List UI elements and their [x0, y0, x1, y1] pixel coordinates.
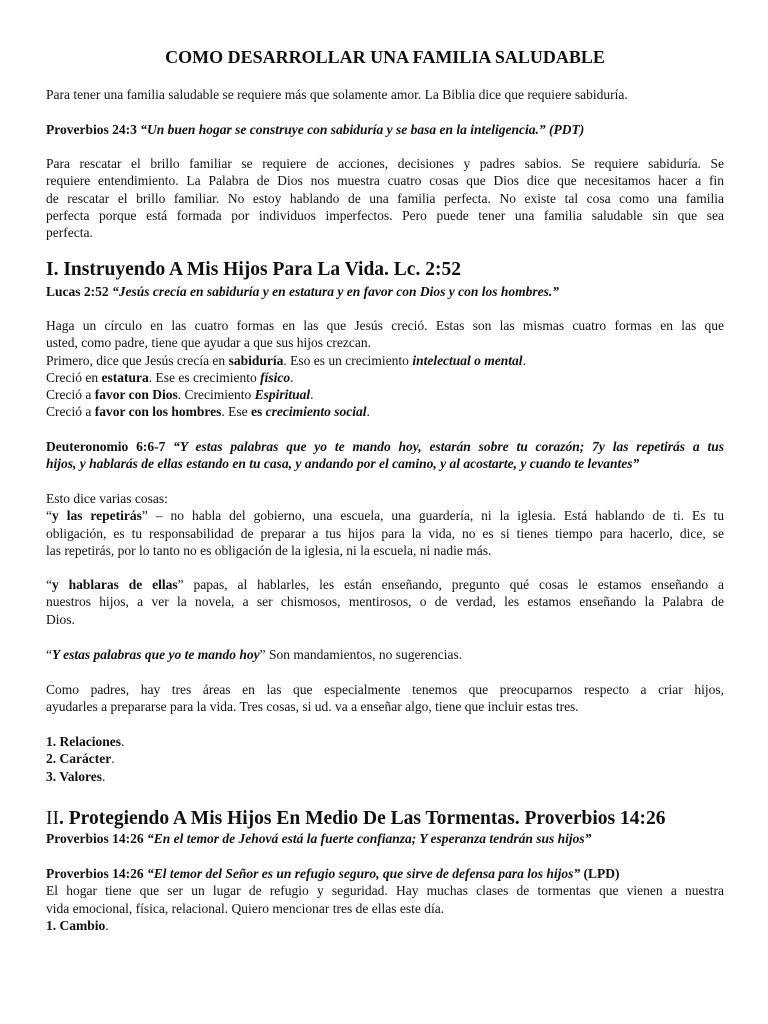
paragraph-line: obligación, es tu responsabilidad de preparar a tus hijos para la vida, no es si tienes tiempo para hacerlo, dice, se [46, 525, 724, 541]
paragraph-repetiras [46, 490, 724, 559]
paragraph-line: las repetirás, por lo tanto no es obligación de la iglesia, ni la escuela, ni nadie más. [46, 542, 492, 558]
areas-list [46, 733, 724, 785]
list-item: 3. Valores. [46, 768, 106, 784]
page-title: COMO DESARROLLAR UNA FAMILIA SALUDABLE [165, 47, 605, 67]
paragraph-line: “y hablaras de ellas” papas, al hablarles, les están enseñando, pregunto qué cosas le estamos enseñando a [46, 577, 724, 592]
verse-reference: Lucas 2:52 [46, 284, 109, 299]
verse-reference: Proverbios 24:3 [46, 122, 137, 137]
growth-line-men: Creció a favor con los hombres. Ese es crecimiento social. [46, 404, 370, 420]
paragraph-line: El hogar tiene que ser un lugar de refugio y seguridad. Hay muchas clases de tormentas que vienen a nuestra [46, 883, 724, 899]
paragraph-line: perfecta. [46, 225, 93, 241]
section-heading-2: II. Protegiendo A Mis Hijos En Medio De Las Tormentas. Proverbios 14:26 [46, 808, 666, 829]
verse-proverbios-24-3 [46, 121, 724, 138]
verse-text: “En el temor de Jehová está la fuerte confianza; Y esperanza tendrán sus hijos” [147, 831, 592, 846]
verse-text: “Un buen hogar se construye con sabiduría y se basa en la inteligencia.” [140, 122, 546, 137]
verse-proverbios-14-26-rv [46, 830, 724, 847]
list-item: 1. Relaciones. [46, 734, 125, 749]
verse-text: “Jesús crecía en sabiduría y en estatura y en favor con Dios y con los hombres.” [112, 284, 560, 299]
verse-proverbios-14-26-lpd [46, 865, 724, 934]
paragraph-line: Dios. [46, 611, 75, 627]
paragraph-mandamientos: “Y estas palabras que yo te mando hoy” Son mandamientos, no sugerencias. [46, 647, 463, 662]
paragraph-rescatar [46, 155, 724, 241]
growth-line-stature: Creció en estatura. Ese es crecimiento físico. [46, 369, 294, 385]
paragraph-line: Esto dice varias cosas: [46, 491, 168, 506]
verse-version: (PDT) [549, 122, 585, 137]
paragraph-tres-areas [46, 681, 724, 716]
verse-line: Deuteronomio 6:6-7 “Y estas palabras que yo te mando hoy, estarán sobre tu corazón; 7y las repetirás a tus [46, 439, 724, 454]
growth-line-wisdom: Primero, dice que Jesús crecía en sabiduría. Eso es un crecimiento intelectual o mental. [46, 352, 526, 368]
verse-lucas-2-52 [46, 283, 724, 300]
paragraph-line: vida emocional, física, relacional. Quiero mencionar tres de ellas este día. [46, 900, 445, 916]
paragraph-hablaras [46, 576, 724, 628]
paragraph-line: “y las repetirás” – no habla del gobierno, una escuela, una guardería, ni la iglesia. Está hablando de ti. Es tu [46, 508, 724, 524]
paragraph-line: Como padres, hay tres áreas en las que especialmente tenemos que preocuparnos respecto a criar hijos, [46, 682, 724, 697]
paragraph-line: nuestros hijos, a ver la novela, a ser chismosos, mentirosos, o de verdad, les estamos enseñando la Palabra de [46, 594, 724, 610]
paragraph-line: requiere entendimiento. La Palabra de Dios nos muestra cuatro cosas que Dios dice que necesitamos hacer a fin [46, 173, 724, 189]
paragraph-line: perfecta porque está formada por individuos imperfectos. Pero puede tener una familia saludable sin que sea [46, 207, 724, 223]
verse-deuteronomio-6-6-7 [46, 438, 724, 473]
verse-reference: Proverbios 14:26 [46, 831, 144, 846]
paragraph-line: de rescatar el brillo familiar. No estoy hablando de una familia perfecta. No existe tal cosa como una familia [46, 190, 724, 206]
list-item: 1. Cambio. [46, 917, 109, 933]
paragraph-circulo [46, 317, 724, 421]
paragraph-line: ayudarles a prepararse para la vida. Tres cosas, si ud. va a enseñar algo, tiene que incluir estas tres. [46, 699, 579, 715]
list-item: 2. Carácter. [46, 751, 115, 767]
verse-line: Proverbios 14:26 “El temor del Señor es un refugio seguro, que sirve de defensa para los hijos” (LPD) [46, 866, 620, 881]
growth-line-god: Creció a favor con Dios. Crecimiento Espiritual. [46, 387, 314, 403]
paragraph-line: Para rescatar el brillo familiar se requiere de acciones, decisiones y padres sabios. Se requiere sabiduría. Se [46, 156, 724, 171]
paragraph-line: Haga un círculo en las cuatro formas en las que Jesús creció. Estas son las mismas cuatro formas en las que [46, 318, 724, 333]
paragraph-line: usted, como padre, tiene que ayudar a que sus hijos crezcan. [46, 335, 372, 351]
section-heading-1: I. Instruyendo A Mis Hijos Para La Vida. Lc. 2:52 [46, 259, 461, 280]
verse-line: hijos, y hablarás de ellas estando en tu casa, y andando por el camino, y al acostarte, y cuando te levantes” [46, 456, 640, 472]
intro-paragraph: Para tener una familia saludable se requiere más que solamente amor. La Biblia dice que requiere sabiduría. [46, 87, 628, 102]
